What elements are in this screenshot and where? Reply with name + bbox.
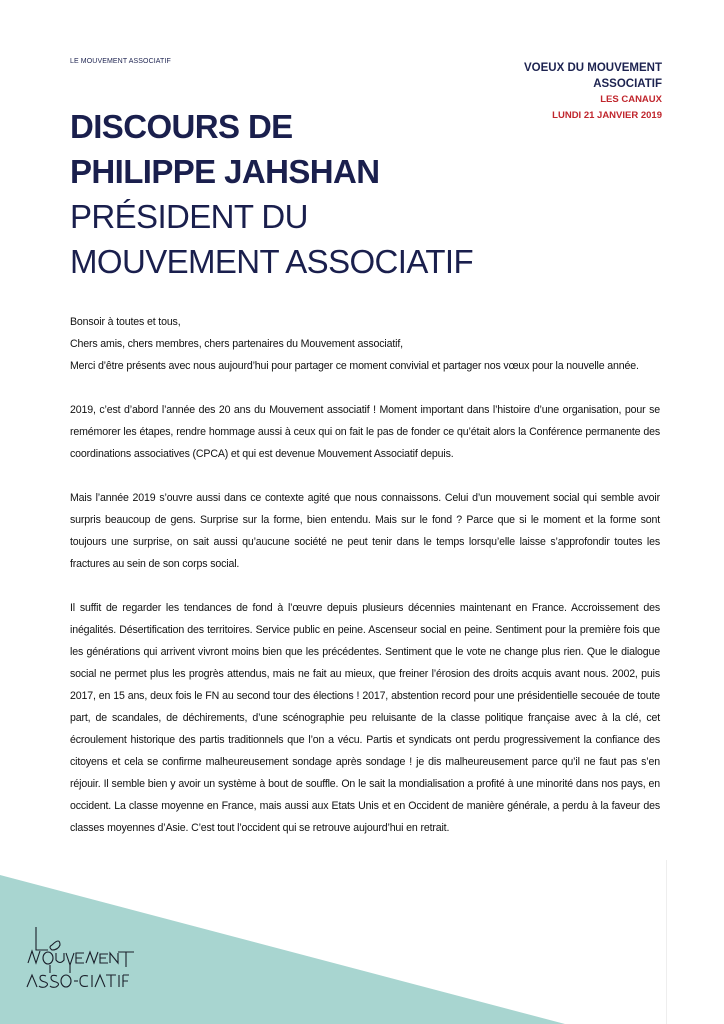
event-title-line2: ASSOCIATIF xyxy=(593,78,662,90)
event-date: LUNDI 21 JANVIER 2019 xyxy=(552,110,662,121)
paragraph-3: Il suffit de regarder les tendances de fond à l’œuvre depuis plusieurs décennies maintenant en France. Accroissement des inégalités. Désertification des territoires. Service public en peine. Ascenseur social en peine. Sentiment pour la première fois que les générations qui arrivent vivront moins bien que les précédentes. Sentiment que le vote ne change plus rien. Que le dialogue social ne permet plus les progrès attendus, mais ne fait au mieux, que freiner l’érosion des droits acquis avant nous. 2002, puis 2017, en 15 ans, deux fois le FN au second tour des élections ! 2017, abstention record pour une présidentielle secouée de toute part, de scandales, de déchirements, d’une scénographie peu reluisante de la classe politique française avec à la clé, cet écroulement historique des partis traditionnels que l’on a vécu. Partis et syndicats ont perdu progressivement la confiance des citoyens et cela se confirme malheureusement sondage après sondage ! je dis malheureusement parce qu’il ne faut pas s’en réjouir. Il semble bien y avoir un système à bout de souffle. On le sait la mondialisation a profité à une minorité dans nos pays, en occident. La classe moyenne en France, mais aussi aux Etats Unis et en Occident de manière générale, a perdu à la faveur des classes moyennes d’Asie. C’est tout l’occident qui se retrouve aujourd’hui en retrait. xyxy=(70,602,660,834)
divider xyxy=(666,860,667,1024)
greeting-1: Bonsoir à toutes et tous, xyxy=(70,316,181,328)
speech-body xyxy=(70,311,660,861)
paragraph-1: 2019, c’est d’abord l’année des 20 ans du Mouvement associatif ! Moment important dans l’histoire d’une organisation, pour se remémorer les étapes, rendre hommage aussi à ceux qui on fait le pas de fonder ce qu’était alors la Conférence permanente des coordinations associatives (CPCA) et qui est devenue Mouvement Associatif depuis. xyxy=(70,404,660,460)
paragraph-2: Mais l’année 2019 s’ouvre aussi dans ce contexte agité que nous connaissons. Celui d’un mouvement social qui semble avoir surpris beaucoup de gens. Surprise sur la forme, bien entendu. Mais sur le fond ? Parce que si le moment et la forme sont toujours une surprise, on sait aussi qu’aucune société ne peut tenir dans le temps lorsqu’elle laisse s’approfondir toutes les fractures au sein de son corps social. xyxy=(70,492,660,570)
page-title xyxy=(70,104,473,284)
title-line1: DISCOURS DE xyxy=(70,108,293,145)
event-title-line1: VOEUX DU MOUVEMENT xyxy=(523,62,662,74)
title-line3: PRÉSIDENT DU xyxy=(70,198,308,235)
event-place: LES CANAUX xyxy=(600,94,662,105)
greeting-3: Merci d’être présents avec nous aujourd’hui pour partager ce moment convivial et partager nos vœux pour la nouvelle année. xyxy=(70,360,639,372)
le-mouvement-associatif-logo xyxy=(22,925,162,1000)
greeting-2: Chers amis, chers membres, chers partenaires du Mouvement associatif, xyxy=(70,338,403,350)
title-line2: PHILIPPE JAHSHAN xyxy=(70,153,380,190)
title-line4: MOUVEMENT ASSOCIATIF xyxy=(70,243,473,280)
header-brand: LE MOUVEMENT ASSOCIATIF xyxy=(70,58,171,65)
event-info xyxy=(524,60,662,124)
